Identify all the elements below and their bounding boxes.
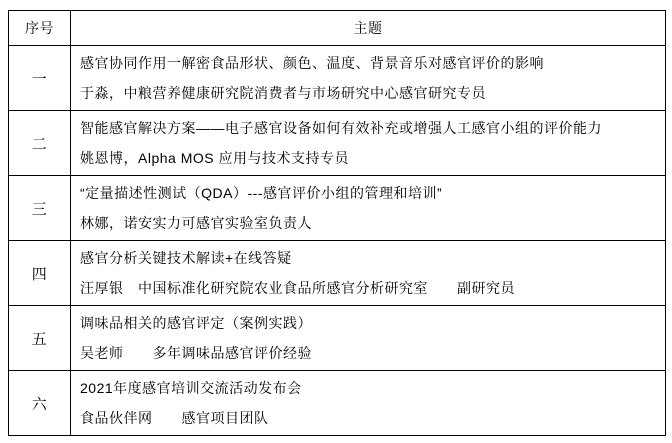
topic-title: 2021年度感官培训交流活动发布会 [80, 380, 302, 396]
topic-cell [71, 111, 666, 176]
header-row [9, 11, 666, 46]
topic-speaker: 吴老师 多年调味品感官评价经验 [80, 345, 312, 361]
topic-cell [71, 371, 666, 436]
topic-cell [71, 46, 666, 111]
row-number: 六 [9, 371, 71, 436]
topic-title: 调味品相关的感官评定（案例实践） [80, 315, 312, 331]
topic-speaker: 于淼，中粮营养健康研究院消费者与市场研究中心感官研究专员 [80, 85, 486, 101]
topic-cell [71, 306, 666, 371]
table-row [9, 241, 666, 306]
topic-title: 智能感官解决方案——电子感官设备如何有效补充或增强人工感官小组的评价能力 [80, 120, 602, 136]
topic-cell [71, 241, 666, 306]
table-row [9, 306, 666, 371]
header-topic: 主题 [71, 11, 666, 46]
table-row [9, 176, 666, 241]
topic-speaker: 林娜，诺安实力可感官实验室负责人 [80, 215, 312, 231]
topic-speaker: 食品伙伴网 感官项目团队 [80, 410, 269, 426]
topic-title: 感官协同作用一解密食品形状、颜色、温度、背景音乐对感官评价的影响 [80, 55, 544, 71]
topic-speaker: 姚恩博，Alpha MOS 应用与技术支持专员 [80, 150, 349, 166]
row-number: 一 [9, 46, 71, 111]
topic-cell [71, 176, 666, 241]
row-number: 五 [9, 306, 71, 371]
table-row [9, 371, 666, 436]
topic-speaker: 汪厚银 中国标准化研究院农业食品所感官分析研究室 副研究员 [80, 280, 515, 296]
table-row [9, 111, 666, 176]
row-number: 四 [9, 241, 71, 306]
agenda-table [8, 10, 666, 436]
table-row [9, 46, 666, 111]
row-number: 二 [9, 111, 71, 176]
topic-title: “定量描述性测试（QDA）---感官评价小组的管理和培训” [80, 185, 443, 201]
row-number: 三 [9, 176, 71, 241]
header-number: 序号 [9, 11, 71, 46]
topic-title: 感官分析关键技术解读+在线答疑 [80, 250, 292, 266]
